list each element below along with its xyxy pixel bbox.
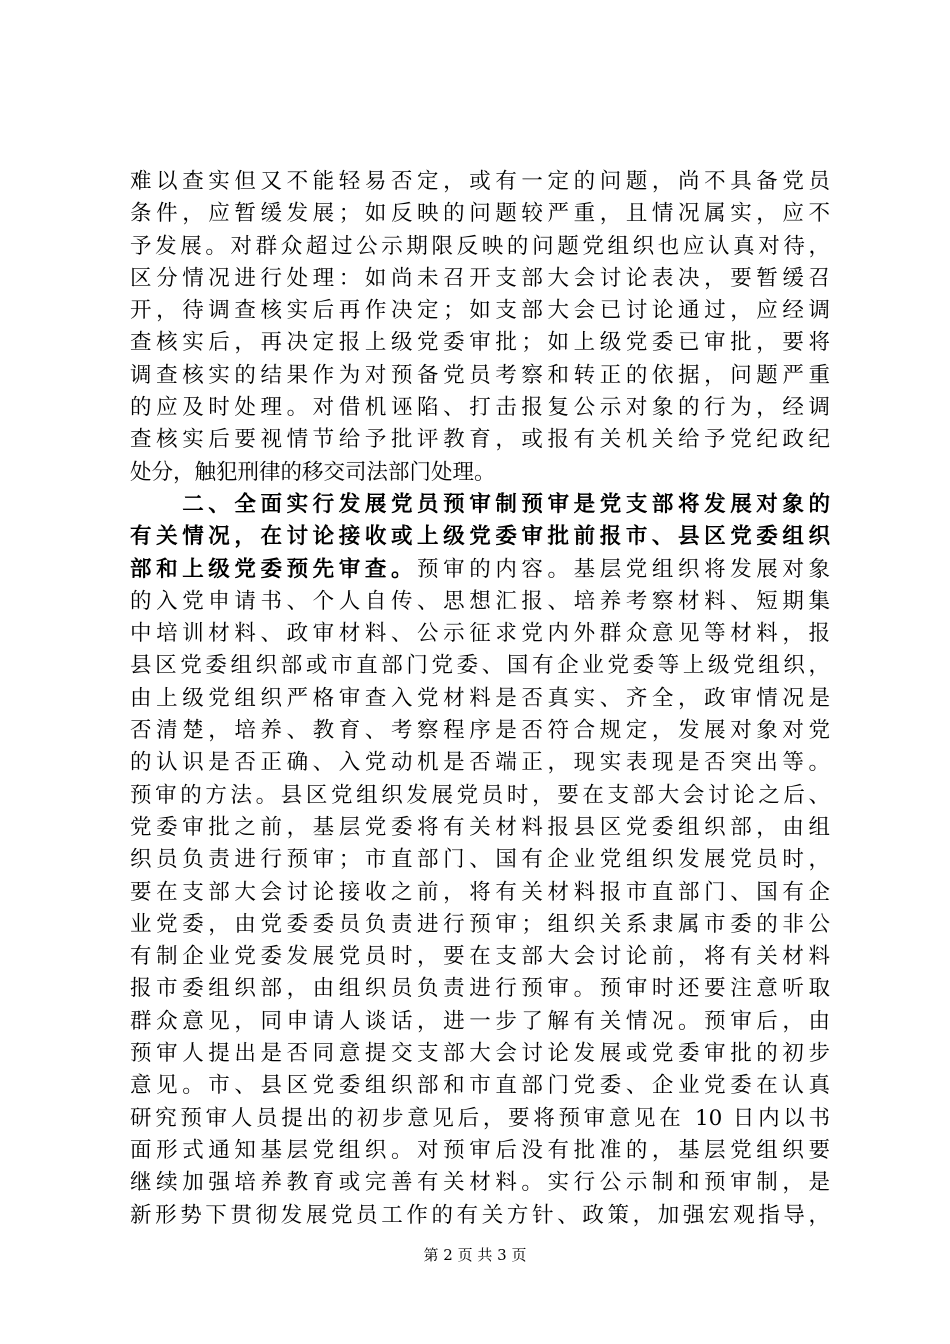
text-line: 继续加强培养教育或完善有关材料。实行公示制和预审制，是 xyxy=(130,1170,830,1196)
text-line: 查核实后要视情节给予批评教育，或报有关机关给予党纪政纪 xyxy=(130,427,830,453)
text-line: 予发展。对群众超过公示期限反映的问题党组织也应认真对待， xyxy=(130,233,830,259)
text-line: 报市委组织部，由组织员负责进行预审。预审时还要注意听取 xyxy=(130,976,830,1002)
text-line: 预审人提出是否同意提交支部大会讨论发展或党委审批的初步 xyxy=(130,1041,830,1067)
text-line: 条件，应暂缓发展；如反映的问题较严重，且情况属实，应不 xyxy=(130,201,830,227)
paragraph-2-line-3 xyxy=(130,554,830,586)
text-line: 县区党委组织部或市直部门党委、国有企业党委等上级党组织， xyxy=(130,653,830,679)
text-line: 的入党申请书、个人自传、思想汇报、培养考察材料、短期集 xyxy=(130,588,830,614)
text-line: 业党委，由党委委员负责进行预审；组织关系隶属市委的非公 xyxy=(130,911,830,937)
page-footer: 第 2 页 共 3 页 xyxy=(423,1246,527,1264)
paragraph-2 xyxy=(130,489,830,1232)
text-line: 织员负责进行预审；市直部门、国有企业党组织发展党员时， xyxy=(130,847,830,873)
text-line: 党委审批之前，基层党委将有关材料报县区党委组织部，由组 xyxy=(130,814,830,840)
text-line: 新形势下贯彻发展党员工作的有关方针、政策，加强宏观指导， xyxy=(130,1202,830,1228)
paragraph-2-heading-line-2: 有关情况，在讨论接收或上级党委审批前报市、县区党委组织 xyxy=(130,524,830,550)
text-line: 面形式通知基层党组织。对预审后没有批准的，基层党组织要 xyxy=(130,1137,830,1163)
text-line: 调查核实的结果作为对预备党员考察和转正的依据，问题严重 xyxy=(130,362,830,388)
text-line: 的应及时处理。对借机诬陷、打击报复公示对象的行为，经调 xyxy=(130,395,830,421)
text-line: 有制企业党委发展党员时，要在支部大会讨论前，将有关材料 xyxy=(130,944,830,970)
text-line: 难以查实但又不能轻易否定，或有一定的问题，尚不具备党员 xyxy=(130,169,830,194)
paragraph-1 xyxy=(130,166,830,489)
text-line: 群众意见，同申请人谈话，进一步了解有关情况。预审后，由 xyxy=(130,1008,830,1034)
document-body xyxy=(130,166,830,1232)
text-line: 研究预审人员提出的初步意见后，要将预审意见在 10 日内以书 xyxy=(130,1105,830,1131)
paragraph-2-line-3-rest: 预审的内容。基层党组织将发展对象 xyxy=(417,556,830,582)
text-line: 区分情况进行处理：如尚未召开支部大会讨论表决，要暂缓召 xyxy=(130,265,830,291)
text-line: 要在支部大会讨论接收之前，将有关材料报市直部门、国有企 xyxy=(130,879,830,905)
paragraph-2-body xyxy=(130,586,830,1232)
text-line: 意见。市、县区党委组织部和市直部门党委、企业党委在认真 xyxy=(130,1073,830,1099)
paragraph-2-heading-end: 部和上级党委预先审查。 xyxy=(130,556,418,582)
text-line: 处分，触犯刑律的移交司法部门处理。 xyxy=(130,459,496,485)
text-line: 的认识是否正确、入党动机是否端正，现实表现是否突出等。 xyxy=(130,750,830,776)
text-line: 由上级党组织严格审查入党材料是否真实、齐全，政审情况是 xyxy=(130,685,830,711)
text-line: 预审的方法。县区党组织发展党员时，要在支部大会讨论之后、 xyxy=(130,782,830,808)
text-line: 开，待调查核实后再作决定；如支部大会已讨论通过，应经调 xyxy=(130,298,830,324)
paragraph-2-heading-line-1: 二、全面实行发展党员预审制预审是党支部将发展对象的 xyxy=(130,491,830,517)
text-line: 否清楚，培养、教育、考察程序是否符合规定，发展对象对党 xyxy=(130,718,830,744)
text-line: 中培训材料、政审材料、公示征求党内外群众意见等材料，报 xyxy=(130,621,830,647)
text-line: 查核实后，再决定报上级党委审批；如上级党委已审批，要将 xyxy=(130,330,830,356)
